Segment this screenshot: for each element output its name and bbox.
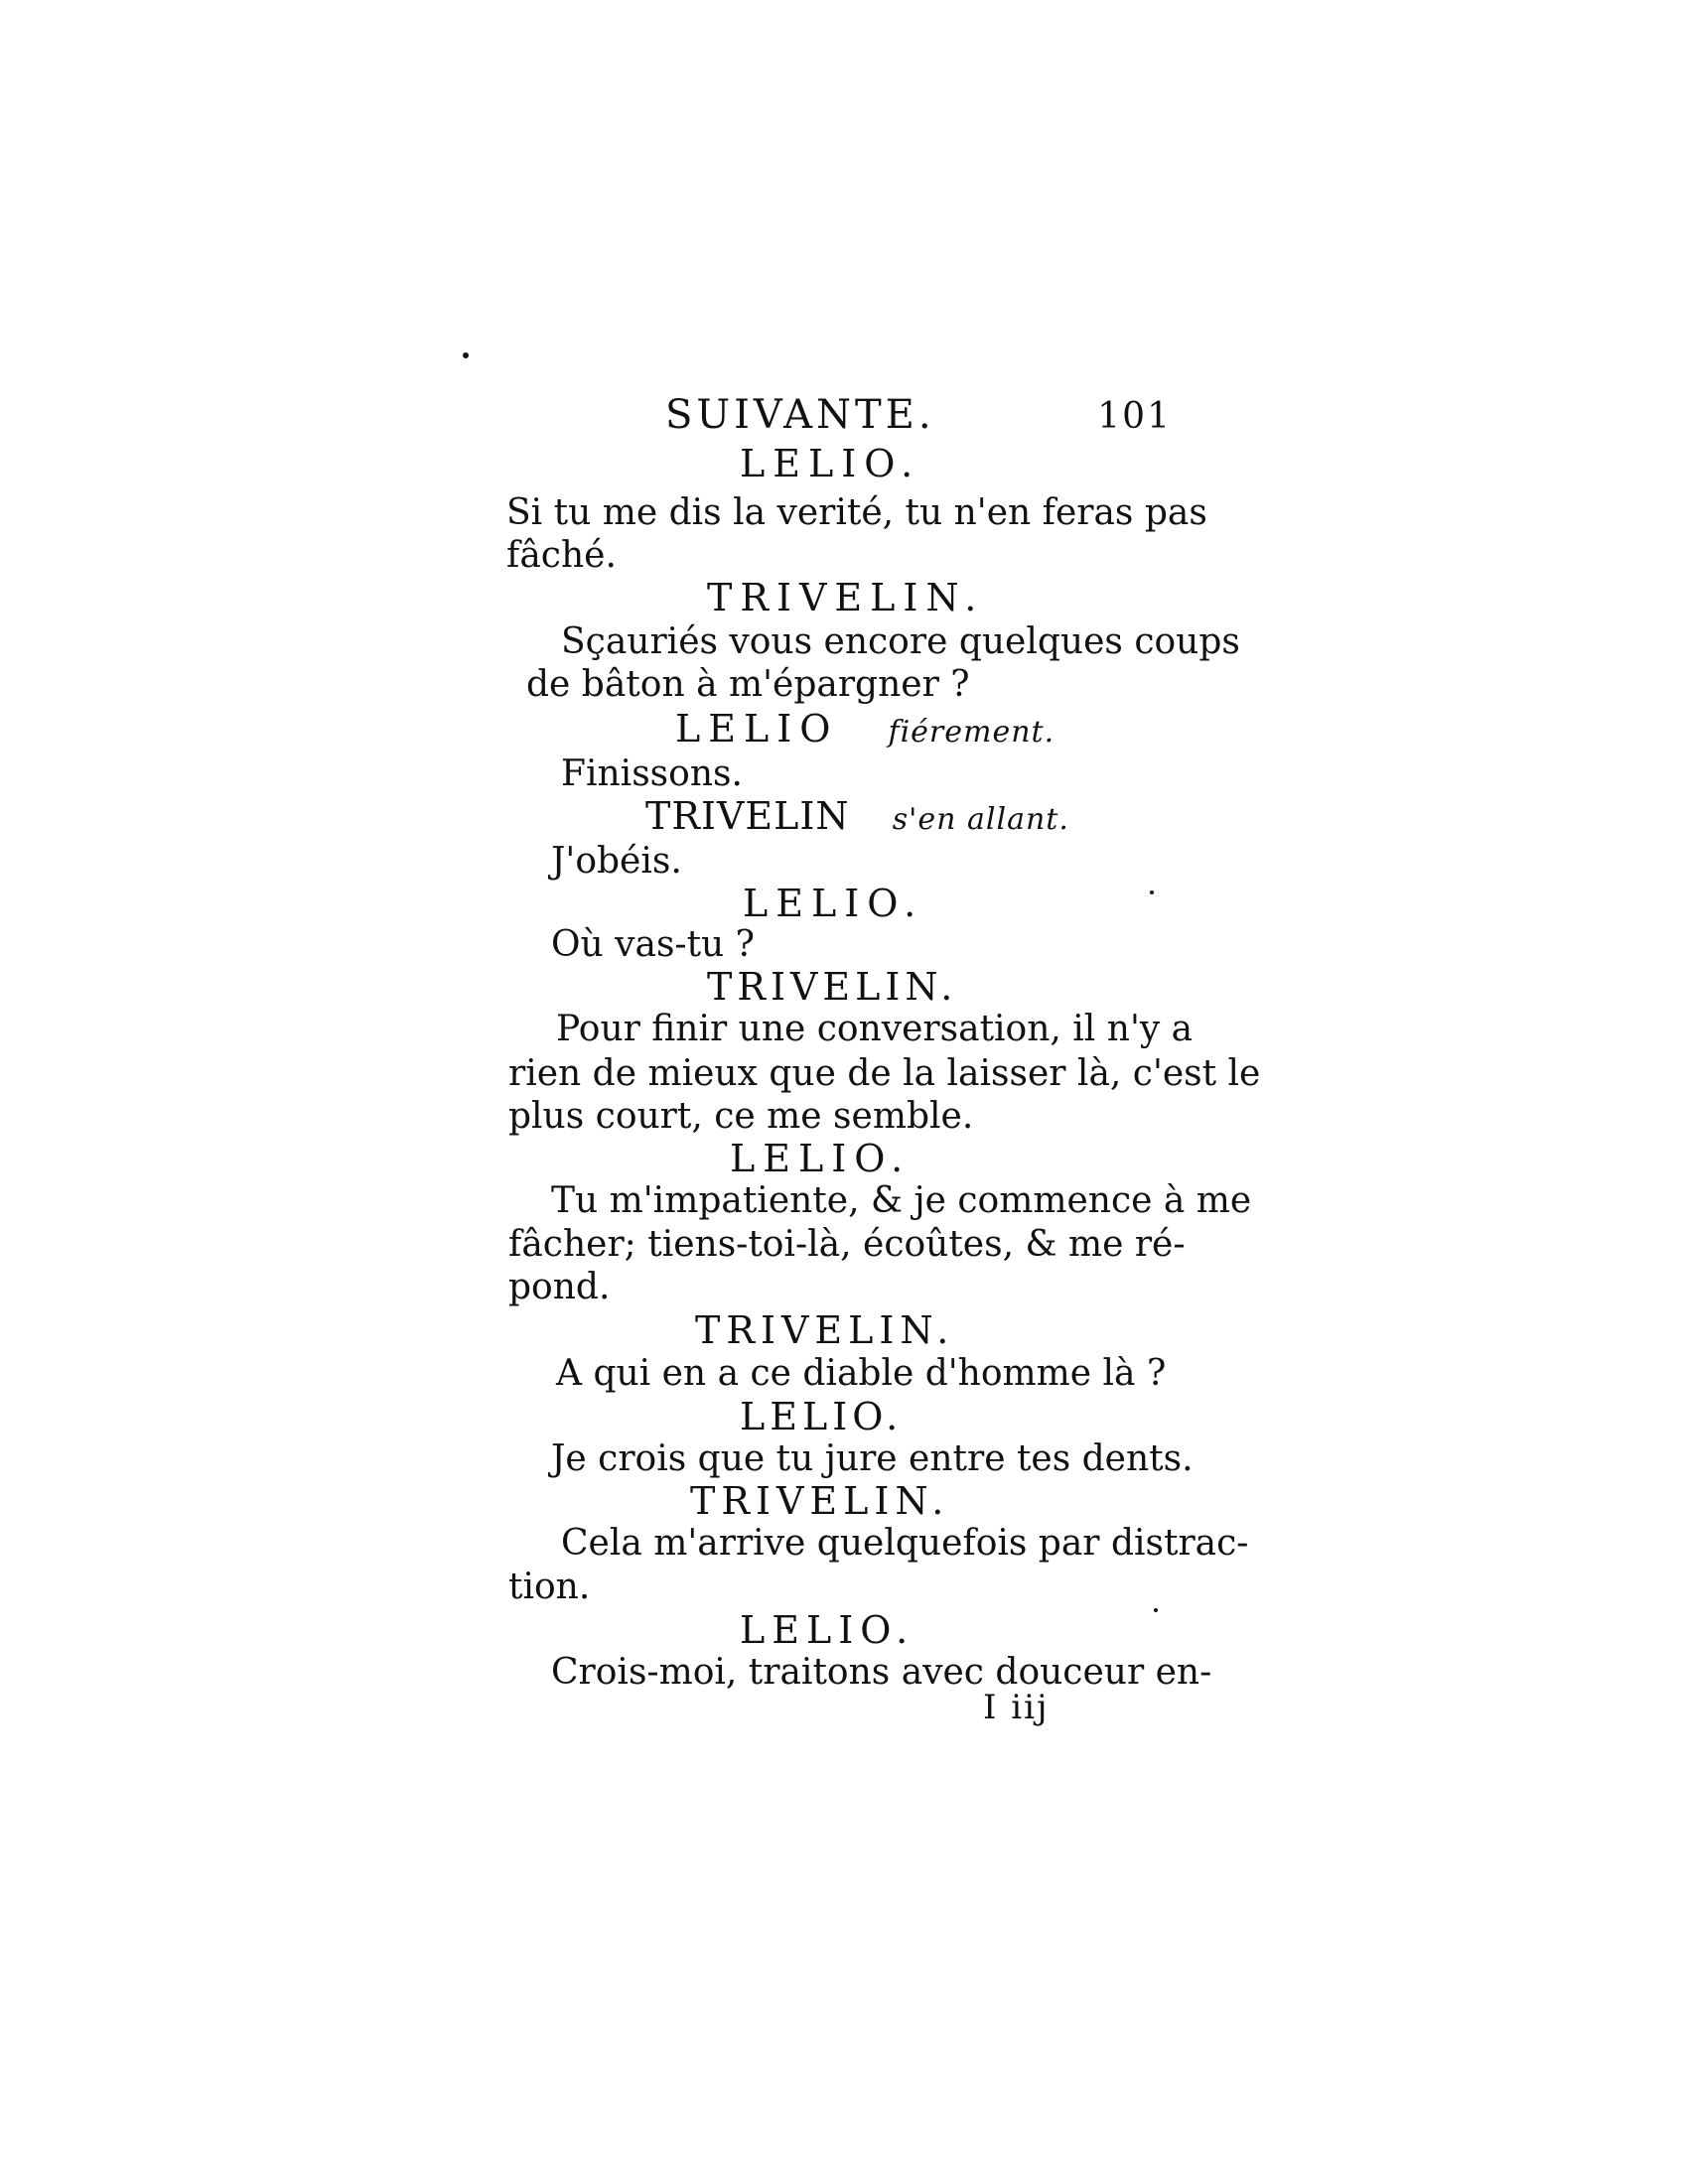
- speaker-heading: [645, 794, 1069, 842]
- speaker-heading: [730, 1137, 911, 1180]
- speaker-name: TRIVELIN: [645, 794, 850, 838]
- dialogue-line: Finissons.: [561, 753, 743, 794]
- dialogue-line: Si tu me dis la verité, tu n'en feras pas: [506, 492, 1207, 533]
- dialogue-line: Je crois que tu jure entre tes dents.: [551, 1438, 1194, 1479]
- speaker-heading: [740, 1608, 914, 1652]
- dialogue-line: fâcher; tiens-toi-là, écoûtes, & me ré-: [508, 1224, 1186, 1265]
- dialogue-line: tion.: [508, 1567, 591, 1607]
- speaker-name: LELIO.: [740, 1395, 904, 1438]
- dialogue-line: J'obéis.: [551, 841, 682, 882]
- speaker-name: LELIO.: [740, 1608, 915, 1652]
- speaker-name: LELIO.: [743, 882, 924, 925]
- speaker-name: LELIO: [675, 707, 839, 751]
- dialogue-line: Crois-moi, traitons avec douceur en-: [551, 1652, 1212, 1693]
- speaker-name: LELIO.: [740, 442, 921, 485]
- ink-speck: [1150, 890, 1154, 894]
- speaker-heading: [740, 442, 920, 485]
- speaker-heading: [707, 576, 984, 619]
- speaker-name: TRIVELIN.: [695, 1308, 955, 1352]
- page-number: 101: [1097, 396, 1172, 437]
- dialogue-line: plus court, ce me semble.: [508, 1096, 974, 1137]
- speaker-heading: [675, 707, 1055, 754]
- speaker-heading: [690, 1479, 949, 1523]
- dialogue-line: Tu m'impatiente, & je commence à me: [551, 1180, 1252, 1221]
- speaker-heading: [740, 1395, 903, 1438]
- ink-speck: [463, 352, 469, 358]
- dialogue-line: Pour finir une conversation, il n'y a: [556, 1009, 1194, 1049]
- speaker-name: TRIVELIN.: [707, 576, 985, 619]
- speaker-name: LELIO.: [730, 1137, 912, 1180]
- dialogue-line: Sçauriés vous encore quelques coups: [561, 621, 1240, 662]
- dialogue-line: A qui en a ce diable d'homme là ?: [556, 1353, 1167, 1394]
- dialogue-line: Où vas-tu ?: [551, 924, 755, 965]
- dialogue-line: fâché.: [506, 535, 617, 576]
- speaker-name: TRIVELIN.: [690, 1479, 950, 1523]
- signature-mark: I iij: [983, 1688, 1050, 1727]
- speaker-heading: [695, 1308, 954, 1352]
- speaker-name: TRIVELIN.: [707, 965, 958, 1009]
- stage-direction: s'en allant.: [892, 802, 1069, 837]
- dialogue-line: Cela m'arrive quelquefois par distrac-: [561, 1523, 1249, 1564]
- running-head: SUIVANTE.: [665, 392, 935, 438]
- speaker-heading: [707, 965, 957, 1009]
- speaker-heading: [743, 882, 923, 925]
- dialogue-line: rien de mieux que de la laisser là, c'est le: [508, 1053, 1261, 1094]
- dialogue-line: de bâton à m'épargner ?: [526, 664, 970, 705]
- dialogue-line: pond.: [508, 1267, 611, 1307]
- ink-speck: [1154, 1608, 1158, 1612]
- stage-direction: fiérement.: [888, 715, 1055, 750]
